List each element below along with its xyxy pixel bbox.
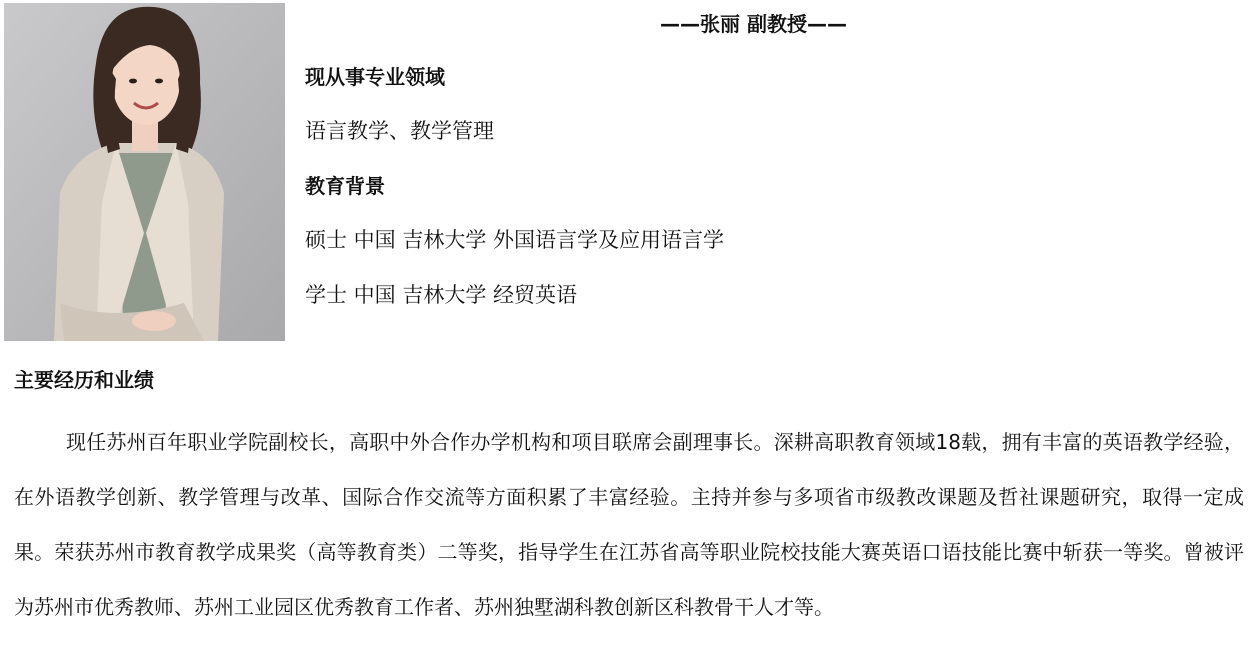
field-heading: 现从事专业领域 bbox=[305, 65, 445, 89]
experience-body: 现任苏州百年职业学院副校长，高职中外合作办学机构和项目联席会副理事长。深耕高职教育领域18载，拥有丰富的英语教学经验，在外语教学创新、教学管理与改革、国际合作交流等方面积累了丰富经验。主持并参与多项省市级教改课题及哲社课题研究，取得一定成果。荣获苏州市教育教学成果奖（高等教育类）二等奖，指导学生在江苏省高等职业院校技能大赛英语口语技能比赛中斩获一等奖。曾被评为苏州市优秀教师、苏州工业园区优秀教育工作者、苏州独墅湖科教创新区科教骨干人才等。 bbox=[14, 430, 1244, 619]
education-heading: 教育背景 bbox=[305, 174, 385, 198]
field-value: 语言教学、教学管理 bbox=[305, 119, 494, 143]
education-item-master: 硕士 中国 吉林大学 外国语言学及应用语言学 bbox=[305, 228, 725, 252]
portrait-icon bbox=[4, 3, 285, 341]
education-item-bachelor: 学士 中国 吉林大学 经贸英语 bbox=[305, 283, 578, 307]
page-title: ——张丽 副教授—— bbox=[660, 12, 847, 36]
portrait-photo bbox=[4, 3, 285, 341]
experience-heading: 主要经历和业绩 bbox=[14, 368, 154, 392]
